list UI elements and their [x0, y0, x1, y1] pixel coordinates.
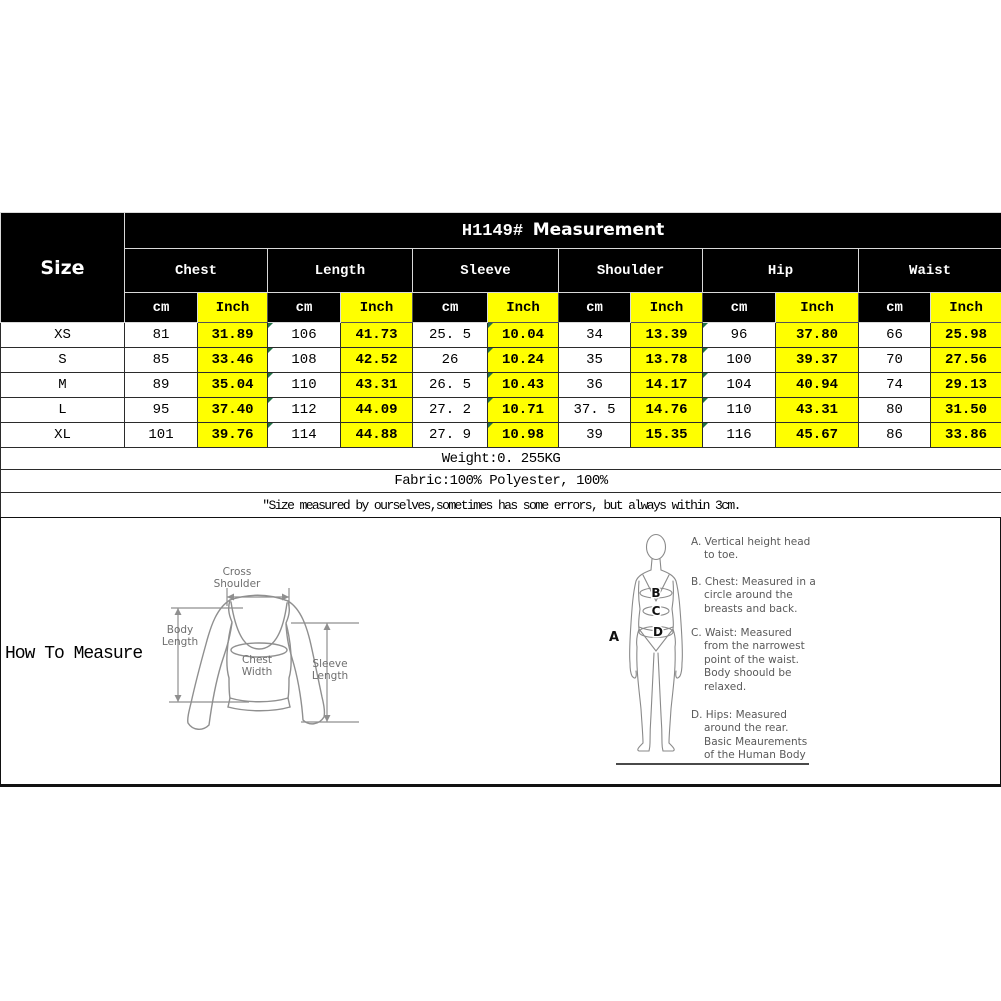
group-header-hip: Hip [703, 249, 859, 293]
ground-line [616, 763, 809, 765]
measure-value: 37. 5 [559, 398, 631, 423]
measure-value: 110 [703, 398, 776, 423]
measure-value: 25.98 [931, 323, 1001, 348]
cell-indicator-triangle [488, 398, 493, 403]
group-header-length: Length [268, 249, 413, 293]
measure-value: 13.39 [631, 323, 703, 348]
measure-value: 80 [859, 398, 931, 423]
measure-value: 35 [559, 348, 631, 373]
fabric-info: Fabric:100% Polyester, 100% [1, 470, 1001, 493]
instruction-line: B. Chest: Measured in a [691, 575, 816, 588]
measure-value: 108 [268, 348, 341, 373]
instruction-line: of the Human Body [704, 749, 806, 762]
measure-value: 74 [859, 373, 931, 398]
body-length-label: Body Length [161, 624, 199, 648]
measure-value: 10.98 [488, 423, 559, 448]
instruction-line: C. Waist: Measured [691, 627, 792, 640]
measure-value: 14.76 [631, 398, 703, 423]
title-code: H1149# [461, 222, 524, 241]
measure-value: 43.31 [341, 373, 413, 398]
measure-value: 37.40 [198, 398, 268, 423]
unit-cm-header: cm [413, 293, 488, 323]
size-note: ″Size measured by ourselves,sometimes has some errors, but always within 3cm. [1, 493, 1001, 518]
measure-value: 26 [413, 348, 488, 373]
how-to-measure-heading: How To Measure [5, 644, 143, 664]
measure-value: 85 [125, 348, 198, 373]
unit-inch-header: Inch [488, 293, 559, 323]
size-row-label: M [1, 373, 125, 398]
figure-letter-b: B [651, 586, 661, 600]
unit-cm-header: cm [859, 293, 931, 323]
measure-value: 114 [268, 423, 341, 448]
measure-value: 66 [859, 323, 931, 348]
group-header-waist: Waist [859, 249, 1001, 293]
measure-value: 10.24 [488, 348, 559, 373]
cell-indicator-triangle [488, 348, 493, 353]
cell-indicator-triangle [488, 323, 493, 328]
measure-value: 27.56 [931, 348, 1001, 373]
size-row-label: XS [1, 323, 125, 348]
measure-value: 101 [125, 423, 198, 448]
instruction-line: Body shoould be [704, 667, 792, 680]
measure-value: 104 [703, 373, 776, 398]
instruction-line: around the rear. [704, 722, 789, 735]
measure-value: 41.73 [341, 323, 413, 348]
weight-info: Weight:0. 255KG [1, 448, 1001, 470]
cell-indicator-triangle [268, 323, 273, 328]
measure-value: 39.37 [776, 348, 859, 373]
instruction-item [691, 627, 841, 694]
title-word: Measurement [532, 220, 665, 240]
measure-value: 35.04 [198, 373, 268, 398]
unit-cm-header: cm [125, 293, 198, 323]
measure-value: 34 [559, 323, 631, 348]
weight-info-row [1, 448, 1001, 470]
measure-value: 31.50 [931, 398, 1001, 423]
measure-value: 44.09 [341, 398, 413, 423]
instruction-line: point of the waist. [704, 653, 800, 666]
group-header-row [1, 249, 1001, 293]
measure-value: 44.88 [341, 423, 413, 448]
cell-indicator-triangle [268, 423, 273, 428]
cell-indicator-triangle [703, 373, 708, 378]
instruction-line: from the narrowest [704, 640, 805, 653]
unit-cm-header: cm [703, 293, 776, 323]
measure-value: 10.04 [488, 323, 559, 348]
unit-inch-header: Inch [631, 293, 703, 323]
cell-indicator-triangle [268, 348, 273, 353]
size-row-xs [1, 323, 1001, 348]
size-note-row [1, 493, 1001, 518]
instruction-line: breasts and back. [704, 602, 798, 615]
measure-value: 39.76 [198, 423, 268, 448]
table-title [125, 213, 1001, 249]
instruction-line: Basic Meaurements [704, 735, 808, 748]
chest-width-label: Chest Width [241, 654, 273, 678]
cell-indicator-triangle [268, 398, 273, 403]
size-row-label: L [1, 398, 125, 423]
measure-value: 33.86 [931, 423, 1001, 448]
measure-value: 116 [703, 423, 776, 448]
sleeve-length-label: Sleeve Length [311, 658, 349, 682]
measurement-table [0, 212, 1001, 518]
fabric-info-row [1, 470, 1001, 493]
units-header-row [1, 293, 1001, 323]
size-row-m [1, 373, 1001, 398]
measure-value: 86 [859, 423, 931, 448]
measure-value: 42.52 [341, 348, 413, 373]
table-title-row [1, 213, 1001, 249]
measure-value: 13.78 [631, 348, 703, 373]
measure-value: 100 [703, 348, 776, 373]
measure-value: 10.71 [488, 398, 559, 423]
measure-value: 27. 2 [413, 398, 488, 423]
instruction-item [691, 576, 841, 616]
measure-value: 25. 5 [413, 323, 488, 348]
garment-diagram [151, 544, 363, 762]
unit-inch-header: Inch [776, 293, 859, 323]
measure-instructions [691, 536, 841, 763]
measure-value: 27. 9 [413, 423, 488, 448]
unit-inch-header: Inch [198, 293, 268, 323]
cell-indicator-triangle [703, 423, 708, 428]
instruction-line: A. Vertical height head [691, 536, 811, 548]
cell-indicator-triangle [703, 348, 708, 353]
instruction-line: relaxed. [704, 680, 747, 693]
cell-indicator-triangle [268, 373, 273, 378]
measure-value: 14.17 [631, 373, 703, 398]
size-row-l [1, 398, 1001, 423]
figure-letter-d: D [653, 625, 663, 639]
measure-value: 33.46 [198, 348, 268, 373]
measure-value: 37.80 [776, 323, 859, 348]
measure-value: 43.31 [776, 398, 859, 423]
cell-indicator-triangle [703, 398, 708, 403]
measure-value: 36 [559, 373, 631, 398]
measure-value: 96 [703, 323, 776, 348]
instruction-line: D. Hips: Measured [691, 709, 787, 722]
size-row-s [1, 348, 1001, 373]
unit-inch-header: Inch [931, 293, 1001, 323]
cell-indicator-triangle [488, 373, 493, 378]
measure-value: 81 [125, 323, 198, 348]
measure-value: 29.13 [931, 373, 1001, 398]
unit-inch-header: Inch [341, 293, 413, 323]
cross-shoulder-label: Cross Shoulder [213, 566, 261, 590]
instruction-item [691, 536, 841, 563]
group-header-sleeve: Sleeve [413, 249, 559, 293]
how-to-measure-section [0, 517, 1001, 787]
cell-indicator-triangle [703, 323, 708, 328]
size-row-label: XL [1, 423, 125, 448]
measure-value: 10.43 [488, 373, 559, 398]
measure-value: 70 [859, 348, 931, 373]
measure-value: 45.67 [776, 423, 859, 448]
measure-value: 40.94 [776, 373, 859, 398]
instruction-line: to toe. [704, 549, 739, 562]
unit-cm-header: cm [559, 293, 631, 323]
figure-letter-c: C [651, 604, 661, 618]
group-header-chest: Chest [125, 249, 268, 293]
unit-cm-header: cm [268, 293, 341, 323]
measure-value: 31.89 [198, 323, 268, 348]
measure-value: 95 [125, 398, 198, 423]
measure-value: 26. 5 [413, 373, 488, 398]
size-row-xl [1, 423, 1001, 448]
figure-letter-a: A [608, 630, 620, 645]
instruction-item [691, 709, 841, 763]
measure-value: 89 [125, 373, 198, 398]
size-row-label: S [1, 348, 125, 373]
size-column-header: Size [1, 213, 125, 323]
measure-value: 110 [268, 373, 341, 398]
group-header-shoulder: Shoulder [559, 249, 703, 293]
measure-value: 15.35 [631, 423, 703, 448]
instruction-line: circle around the [704, 589, 793, 602]
cell-indicator-triangle [488, 423, 493, 428]
measure-value: 39 [559, 423, 631, 448]
measure-value: 112 [268, 398, 341, 423]
measure-value: 106 [268, 323, 341, 348]
